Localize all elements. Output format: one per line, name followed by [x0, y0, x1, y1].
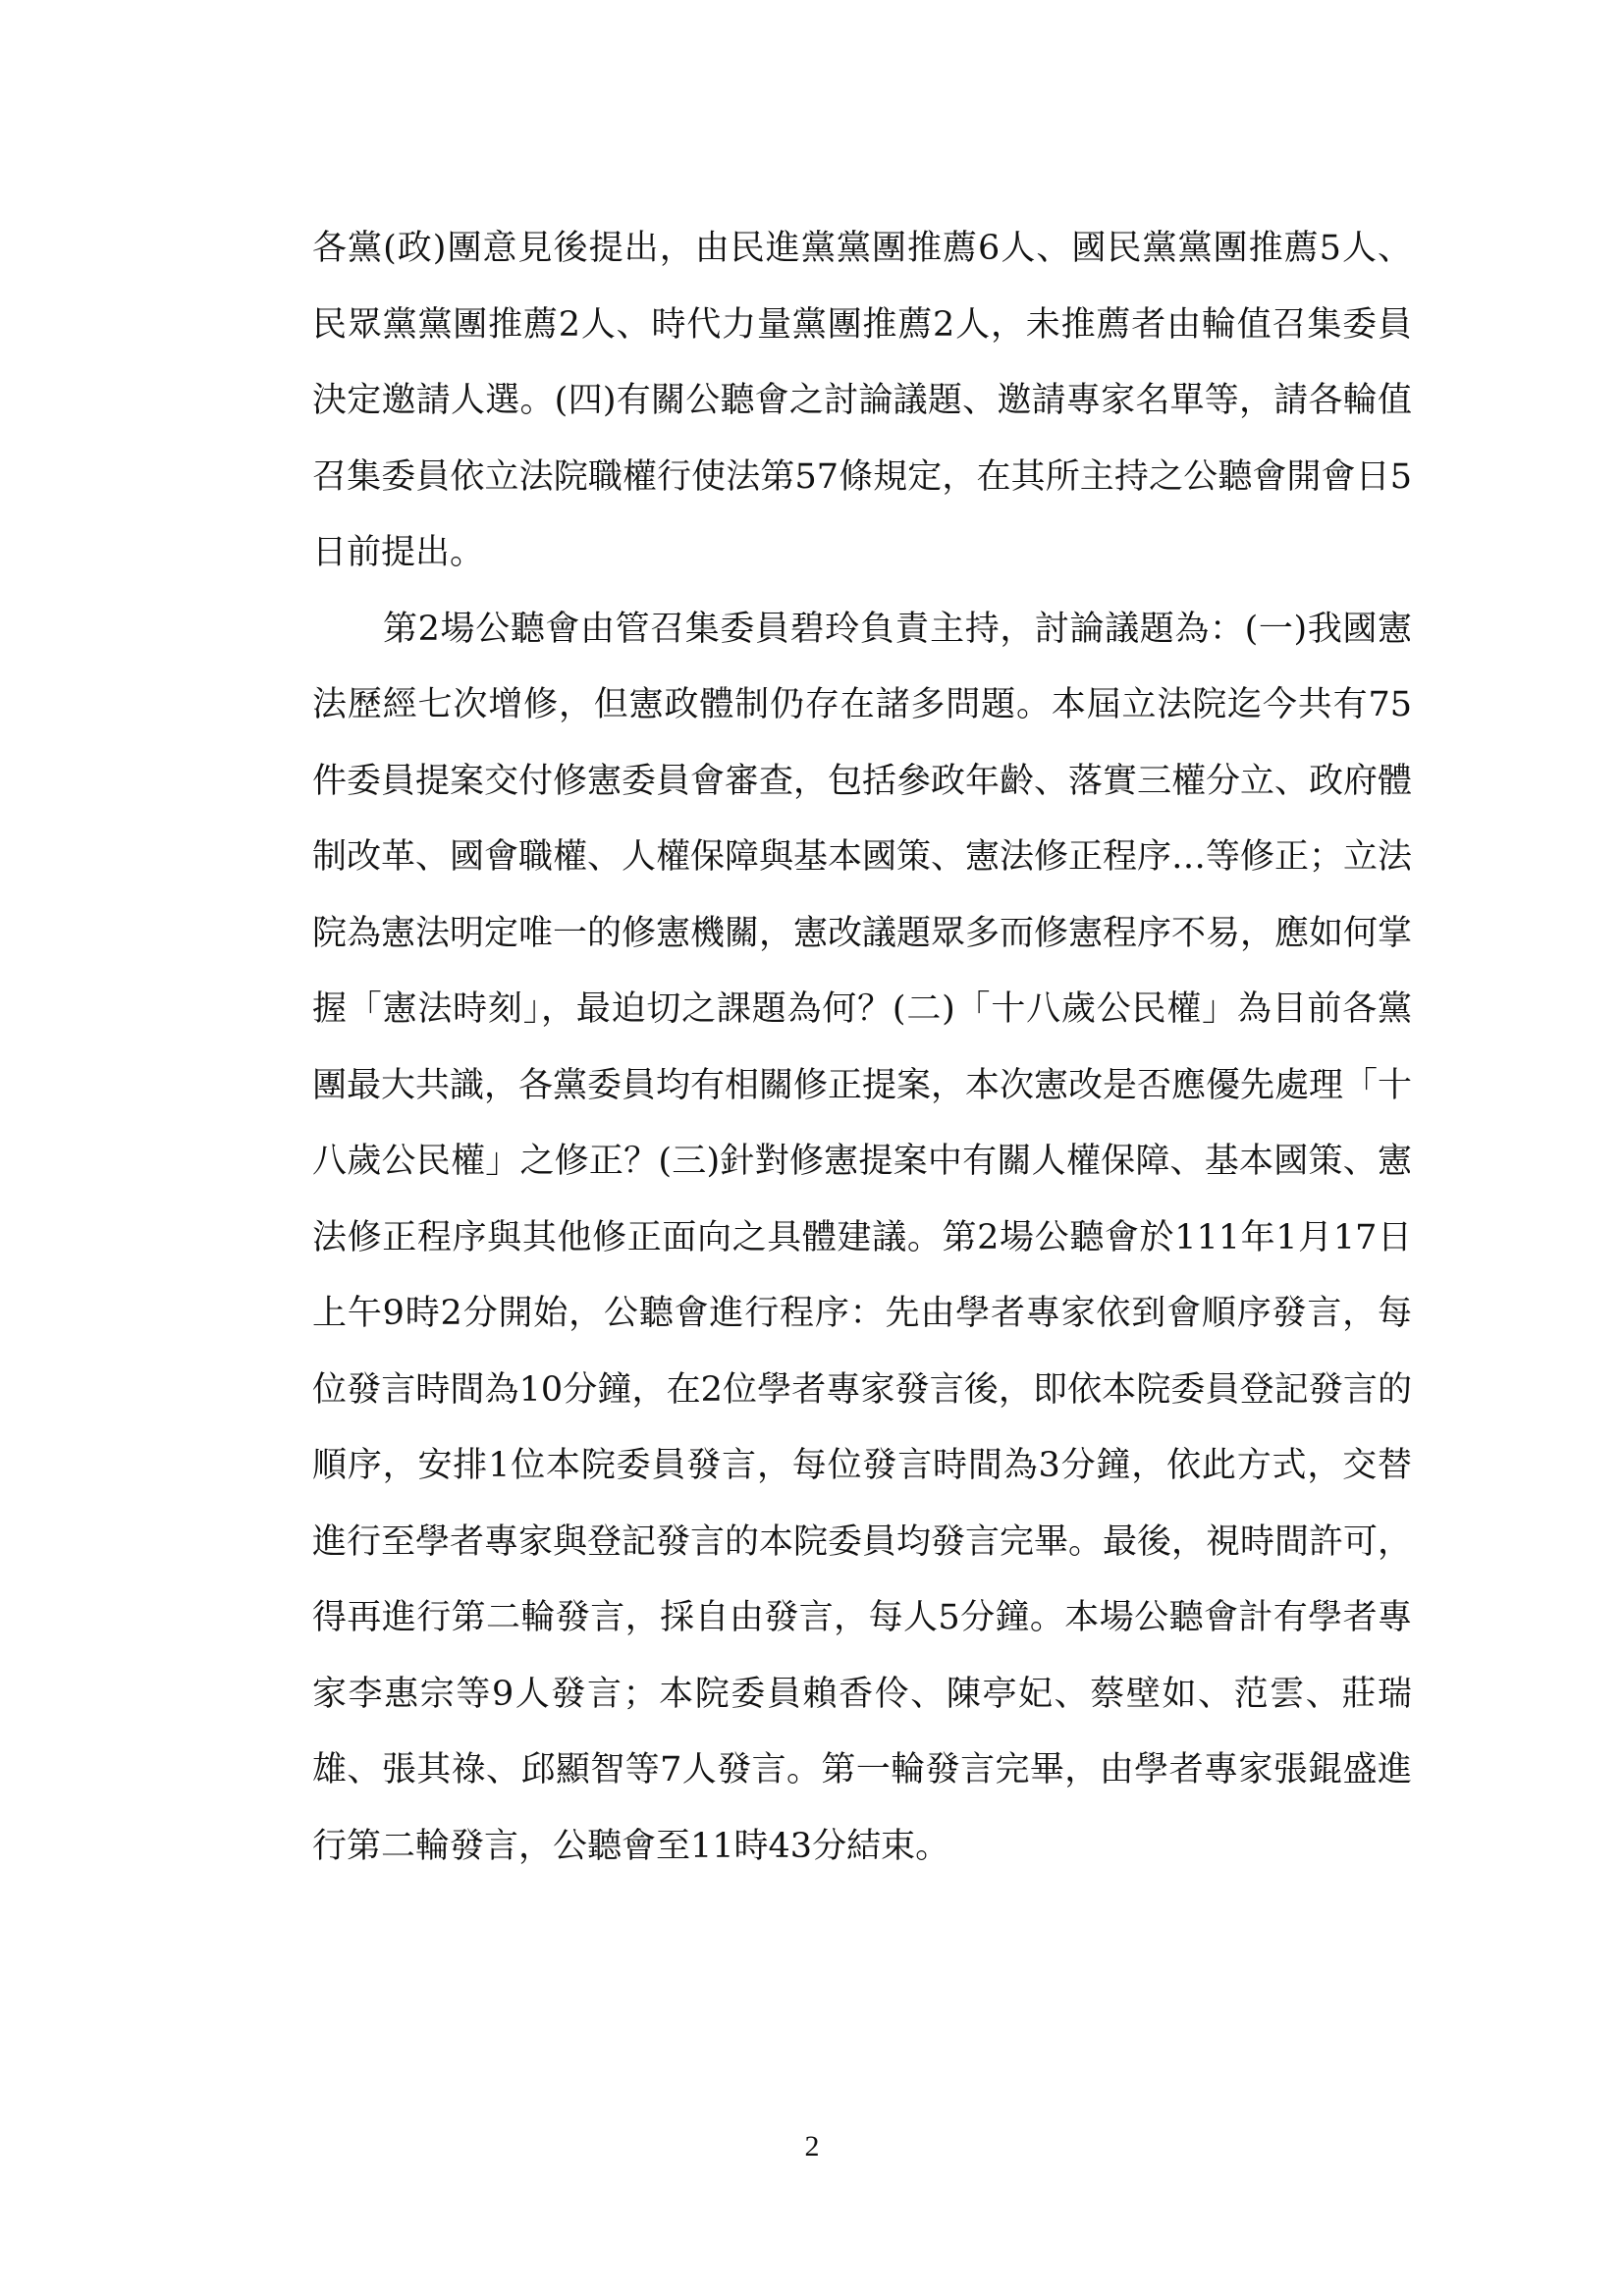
page-number: 2: [804, 2130, 820, 2163]
paragraph-continuation: 各黨(政)團意見後提出，由民進黨黨團推薦6人、國民黨黨團推薦5人、民眾黨黨團推薦2人、時代力量黨團推薦2人，未推薦者由輪值召集委員決定邀請人選。(四)有關公聽會之討論議題、邀請專家名單等，請各輪值召集委員依立法院職權行使法第57條規定，在其所主持之公聽會開會日5日前提出。: [312, 229, 1412, 572]
paragraph-second-hearing: 第2場公聽會由管召集委員碧玲負責主持，討論議題為：(一)我國憲法歷經七次增修，但憲政體制仍存在諸多問題。本屆立法院迄今共有75件委員提案交付修憲委員會審查，包括參政年齡、落實三權分立、政府體制改革、國會職權、人權保障與基本國策、憲法修正程序…等修正；立法院為憲法明定唯一的修憲機關，憲改議題眾多而修憲程序不易，應如何掌握「憲法時刻」，最迫切之課題為何？(二)「十八歲公民權」為目前各黨團最大共識，各黨委員均有相關修正提案，本次憲改是否應優先處理「十八歲公民權」之修正？(三)針對修憲提案中有關人權保障、基本國策、憲法修正程序與其他修正面向之具體建議。第2場公聽會於111年1月17日上午9時2分開始，公聽會進行程序：先由學者專家依到會順序發言，每位發言時間為10分鐘，在2位學者專家發言後，即依本院委員登記發言的順序，安排1位本院委員發言，每位發言時間為3分鐘，依此方式，交替進行至學者專家與登記發言的本院委員均發言完畢。最後，視時間許可，得再進行第二輪發言，採自由發言，每人5分鐘。本場公聽會計有學者專家李惠宗等9人發言；本院委員賴香伶、陳亭妃、蔡壁如、范雲、莊瑞雄、張其祿、邱顯智等7人發言。第一輪發言完畢，由學者專家張錕盛進行第二輪發言，公聽會至11時43分結束。: [312, 609, 1413, 1866]
body-text: [312, 211, 1412, 1885]
